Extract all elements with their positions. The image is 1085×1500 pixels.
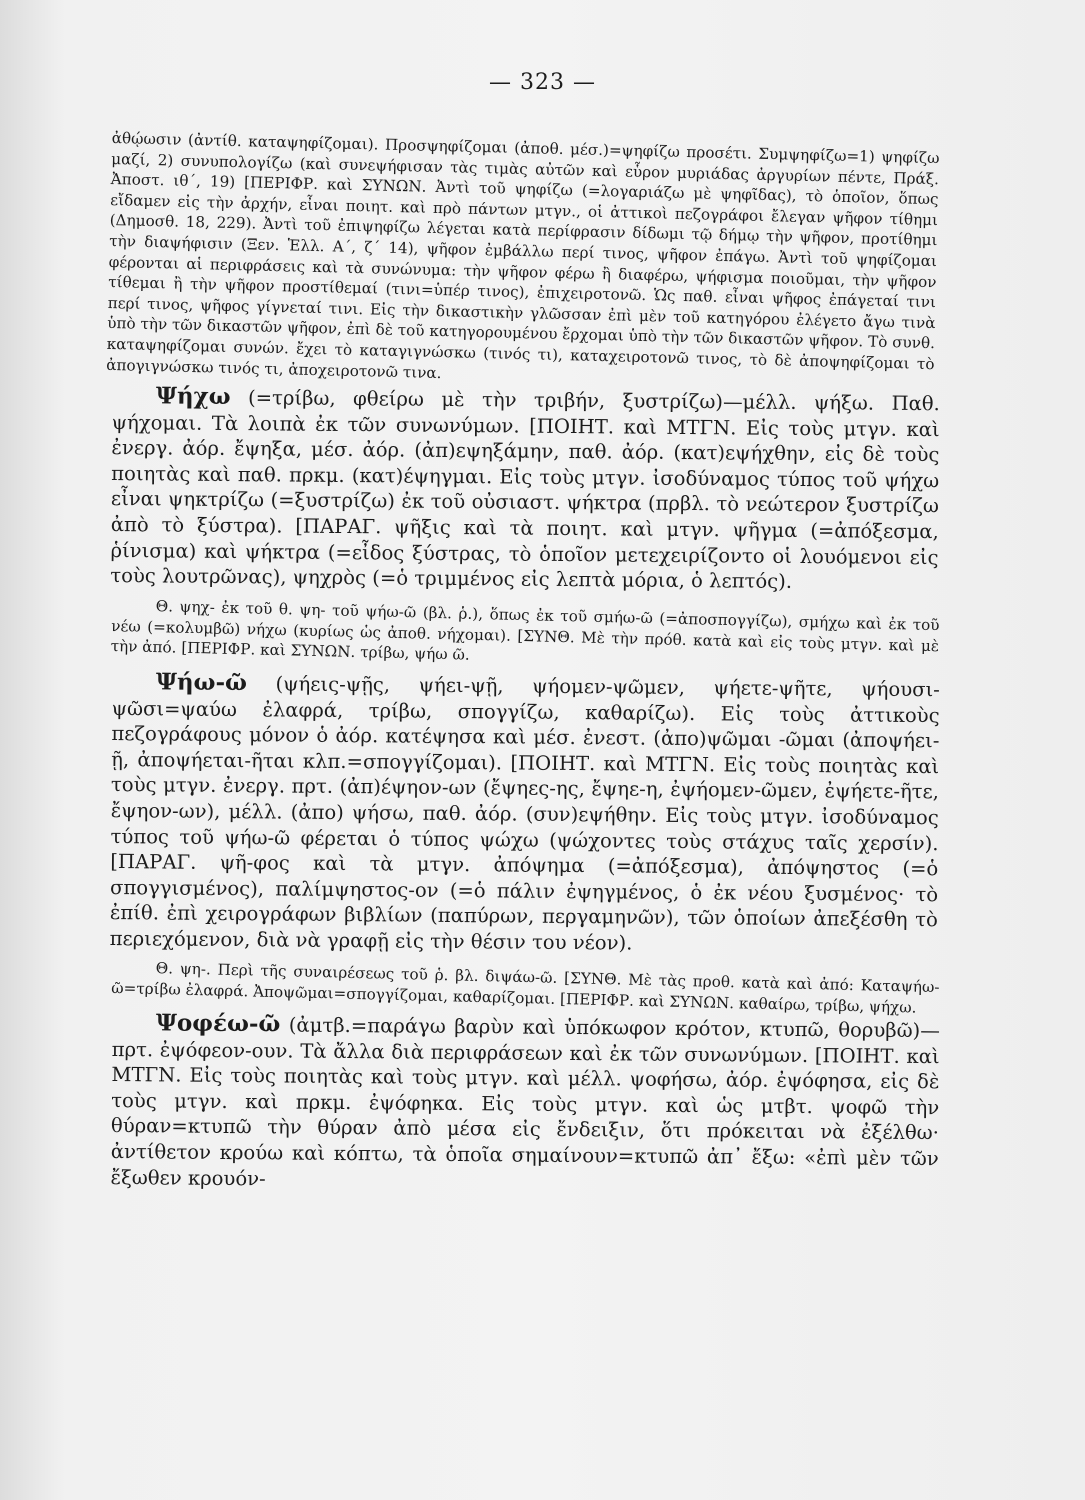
entry-psofeo — [110, 1010, 940, 1197]
entry-psixo-text: (=τρίβω, φθείρω μὲ τὴν τριβήν, ξυστρίζω)—μέλλ. ψήξω. Παθ. ψήχομαι. Τὰ λοιπὰ ἐκ τῶν συνωνύμων. [ΠΟΙΗΤ. καὶ ΜΤΓΝ. Εἰς τοὺς μτγν. καὶ ἐνεργ. ἀόρ. ἔψηξα, μέσ. ἀόρ. (ἀπ)εψηξάμην, παθ. ἀόρ. (κατ)εψήχθην, εἰς δὲ τοὺς ποιητὰς καὶ παθ. πρκμ. (κατ)έψηγμαι. Εἰς τοὺς μτγν. ἰσοδύναμος τύπος τοῦ ψήχω εἶναι ψηκτρίζω (=ξυστρίζω) ἐκ τοῦ οὐσιαστ. ψήκτρα (πρβλ. τὸ νεώτερον ξυστρίζω ἀπὸ τὸ ξύστρα). [ΠΑΡΑΓ. ψῆξις καὶ τὰ ποιητ. καὶ μτγν. ψῆγμα (=ἀπόξεσμα, ῥίνισμα) καὶ ψήκτρα (=εἶδος ξύστρας, τὸ ὁποῖον μετεχειρίζοντο οἱ λουόμενοι εἰς τοὺς λουτρῶνας), ψηχρὸς (=ὁ τριμμένος εἰς λεπτὰ μόρια, ὁ λεπτός). — [110, 386, 940, 594]
text-column — [106, 128, 940, 1197]
entry-psio-text: (ψήεις-ψῇς, ψήει-ψῇ, ψήομεν-ψῶμεν, ψήετε-ψῆτε, ψήουσι-ψῶσι=ψαύω ἐλαφρά, τρίβω, σπογγίζω, καθαρίζω). Εἰς τοὺς ἀττικοὺς πεζογράφους μόνον ὁ ἀόρ. κατέψησα καὶ μέσ. ἐνεστ. (ἀπο)ψῶμαι -ῶμαι (ἀποψήει-ῇ, ἀποψήεται-ῆται κλπ.=σπογγίζομαι). [ΠΟΙΗΤ. καὶ ΜΤΓΝ. Εἰς τοὺς ποιητὰς καὶ τοὺς μτγν. ἐνεργ. πρτ. (ἀπ)έψηον-ων (ἔψηες-ης, ἔψηε-η, ἐψήομεν-ῶμεν, ἐψήετε-ῆτε, ἔψηον-ων), μέλλ. (ἀπο) ψήσω, παθ. ἀόρ. (συν)εψήθην. Εἰς τοὺς μτγν. ἰσοδύναμος τύπος τοῦ ψήω-ῶ φέρεται ὁ τύπος ψώχω (ψώχοντες τοὺς στάχυς ταῖς χερσίν). [ΠΑΡΑΓ. ψῆ-φος καὶ τὰ μτγν. ἀπόψημα (=ἀπόξεσμα), ἀπόψηστος (=ὁ σπογγισμένος), παλίμψηστος-ον (=ὁ πάλιν ἐψηγμένος, ὁ ἐκ νέου ξυσμένος· τὸ ἐπίθ. ἐπὶ χειρογράφων βιβλίων (παπύρων, περγαμηνῶν), τῶν ὁποίων ἀπεξέσθη τὸ περιεχόμενον, διὰ νὰ γραφῇ εἰς τὴν θέσιν του νέον). — [109, 671, 940, 955]
entry-psofeo-text: (ἀμτβ.=παράγω βαρὺν καὶ ὑπόκωφον κρότον, κτυπῶ, θορυβῶ)—πρτ. ἐψόφεον-ουν. Τὰ ἄλλα διὰ περιφράσεων καὶ ἐκ τῶν συνωνύμων. [ΠΟΙΗΤ. καὶ ΜΤΓΝ. Εἰς τοὺς ποιητὰς καὶ τοὺς μτγν. καὶ μέλλ. ψοφήσω, ἀόρ. ἐψόφησα, εἰς δὲ τοὺς μτγν. καὶ πρκμ. ἐψόφηκα. Εἰς τοὺς μτγν. καὶ ὡς μτβτ. ψοφῶ τὴν θύραν=κτυπῶ τὴν θύραν ἀπὸ μέσα εἰς ἔνδειξιν, ὅτι πρόκειται νὰ ἐξέλθω· ἀντίθετον κρούω καὶ κόπτω, τὰ ὁποῖα σημαίνουν=κτυπῶ ἀπ᾽ ἔξω: «ἐπὶ μὲν τῶν ἔξωθεν κρουόν- — [110, 1013, 940, 1191]
headword-psio: Ψήω-ῶ — [155, 668, 248, 696]
entry-psifos-continuation: ἀθῴωσιν (ἀντίθ. καταψηφίζομαι). Προσψηφίζομαι (ἀποθ. μέσ.)=ψηφίζω προσέτι. Συμψηφίζω=1) ψηφίζω μαζί, 2) συνυπολογίζω (καὶ συνεψήφισαν τὰς τιμὰς αὐτῶν καὶ εὗρον μυριάδας ἀργυρίων πέντε, Πράξ. Ἀποστ. ιθ΄, 19) [ΠΕΡΙΦΡ. καὶ ΣΥΝΩΝ. Ἀντὶ τοῦ ψηφίζω (=λογαριάζω μὲ ψηφῖδας), τὸ ὁποῖον, ὅπως εἴδαμεν εἰς τὴν ἀρχήν, εἶναι ποιητ. καὶ πρὸ πάντων μτγν., οἱ ἀττικοὶ πεζογράφοι ἔλεγαν ψῆφον τίθημι (Δημοσθ. 18, 229). Ἀντὶ τοῦ ἐπιψηφίζω λέγεται κατὰ περίφρασιν δίδωμι τῷ δήμῳ τὴν ψῆφον, προτίθημι τὴν διαψήφισιν (Ξεν. Ἑλλ. Α΄, ζ΄ 14), ψῆφον ἐμβάλλω περί τινος, ψῆφον ἐπάγω. Ἀντὶ τοῦ ψηφίζομαι φέρονται αἱ περιφράσεις καὶ τὰ συνώνυμα: τὴν ψῆφον φέρω ἢ διαφέρω, ψήφισμα ποιοῦμαι, τὴν ψῆφον τίθεμαι ἢ τὴν ψῆφον προστίθεμαί (τινι=ὑπέρ τινος), ἐπιχειροτονῶ. Ὡς παθ. εἶναι ψῆφος ἐπάγεταί τινι περί τινος, ψῆφος γίγνεταί τινι. Εἰς τὴν δικαστικὴν γλῶσσαν ἐπὶ μὲν τοῦ κατηγόρου ἐλέγετο ἄγω τινὰ ὑπὸ τὴν τῶν δικαστῶν ψῆφον, ἐπὶ δὲ τοῦ κατηγορουμένου ἔρχομαι ὑπὸ τὴν τῶν δικαστῶν ψῆφον. Τὸ συνθ. καταψηφίζομαι συνών. ἔχει τὸ καταγιγνώσκω (τινός τι), καταχειροτονῶ τινος, τὸ δὲ ἀποψηφίζομαι τὸ ἀπογιγνώσκω τινός τι, ἀποχειροτονῶ τινα. — [106, 128, 940, 382]
theme-note-psio: Θ. ψη-. Περὶ τῆς συναιρέσεως τοῦ ῥ. βλ. διψάω-ῶ. [ΣΥΝΘ. Μὲ τὰς προθ. κατὰ καὶ ἀπό: Καταψήω-ῶ=τρίβω ἐλαφρά. Ἀποψῶμαι=σπογγίζομαι, καθαρίζομαι. [ΠΕΡΙΦΡ. καὶ ΣΥΝΩΝ. καθαίρω, τρίβω, ψήχω. — [111, 959, 940, 1017]
entry-psixo — [110, 383, 940, 596]
entry-psio — [110, 669, 940, 959]
headword-psixo: Ψήχω — [155, 382, 231, 411]
headword-psofeo: Ψοφέω-ῶ — [155, 1009, 281, 1038]
page-number: — 323 — — [489, 70, 596, 95]
theme-note-psixo: Θ. ψηχ- ἐκ τοῦ θ. ψη- τοῦ ψήω-ῶ (βλ. ῥ.), ὅπως ἐκ τοῦ σμήω-ῶ (=ἀποσπογγίζω), σμήχω καὶ ἐκ τοῦ νέω (=κολυμβῶ) νήχω (κυρίως ὡς ἀποθ. νήχομαι). [ΣΥΝΘ. Μὲ τὴν πρόθ. κατὰ καὶ εἰς τοὺς μτγν. καὶ μὲ τὴν ἀπό. [ΠΕΡΙΦΡ. καὶ ΣΥΝΩΝ. τρίβω, ψήω ῶ. — [110, 596, 940, 664]
